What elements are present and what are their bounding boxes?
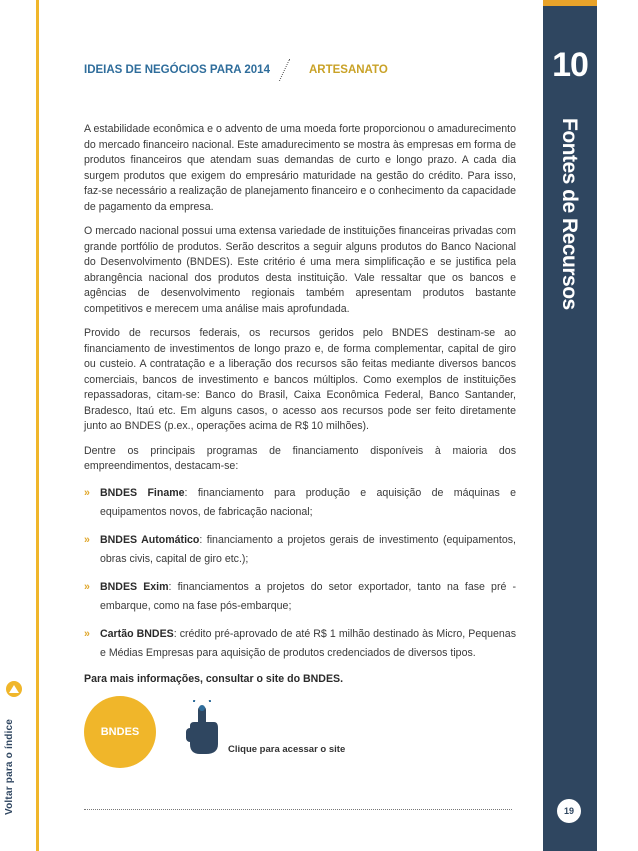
more-info-text: Para mais informações, consultar o site do BNDES. (84, 672, 344, 685)
bullet-marker: » (84, 580, 90, 593)
bullet-marker: » (84, 627, 90, 640)
list-item (84, 484, 516, 522)
paragraph-4: Dentre os principais programas de financiamento disponíveis à maioria dos empreendimentos, destacam-se: (84, 444, 516, 472)
click-hint: Clique para acessar o site (228, 744, 346, 755)
header-separator (279, 59, 302, 81)
guide-title: IDEIAS DE NEGÓCIOS PARA 2014 (84, 64, 270, 76)
paragraph-1: A estabilidade econômica e o advento de uma moeda forte proporcionou o amadurecimento do mercado financeiro nacional. Este amadurecimento se mostra às empresas em forma de produtos financeiros que atendam suas demandas de curto e longo prazo. A cada dia surgem produtos que exigem do empresário maturidade na gestão do crédito. Para isso, faz-se necessário a realização de planejamento financeiro e o conhecimento da capacidade de pagamento da empresa. (84, 123, 516, 213)
arrow-up-icon (9, 685, 19, 693)
left-divider-line (36, 0, 39, 851)
paragraph-2: O mercado nacional possui uma extensa variedade de instituições financeiras privadas com grande portfólio de produtos. Serão descritos a seguir alguns produtos do Banco Nacional do Desenvolvimento (BNDES). Este critério é uma mera simplificação e se justifica pela abrangência nacional dos produtos desta instituição. Vale ressaltar que os bancos e agências de desenvolvimento regionais também apresentam produtos bastante competitivos e merecem uma análise mais aprofundada. (84, 225, 516, 315)
pointing-hand-icon (184, 700, 220, 756)
list-item (84, 578, 516, 616)
program-description: : financiamento a projetos gerais de investimento (equipamentos, obras civis, capital de giro etc.); (100, 533, 516, 565)
footer-divider (84, 809, 512, 810)
bndes-link-button[interactable] (84, 696, 156, 768)
program-description: : financiamentos a projetos do setor exportador, tanto na fase pré -embarque, como na fase pós-embarque; (100, 580, 516, 612)
program-list (84, 484, 516, 663)
program-name: BNDES Finame (100, 486, 185, 499)
page-header (84, 60, 388, 80)
bullet-marker: » (84, 486, 90, 499)
paragraph-3: Provido de recursos federais, os recursos geridos pelo BNDES destinam-se ao financiamento de investimentos de longo prazo e, de forma complementar, capital de giro ou custeio. A contratação e a liberação dos recursos são feitas mediante diversos bancos comerciais, bancos de investimento e bancos múltiplos. Como exemplos de instituições repassadoras, citam-se: Banco do Brasil, Caixa Econômica Federal, Banco Santander, Bradesco, Itaú etc. Em alguns casos, o acesso aos recursos pode ser feito diretamente junto ao BNDES (p.ex., operações acima de R$ 10 milhões). (84, 327, 516, 432)
program-name: Cartão BNDES (100, 627, 174, 640)
program-name: BNDES Automático (100, 533, 200, 546)
section-title: ARTESANATO (308, 64, 388, 76)
chapter-number: 10 (552, 46, 588, 84)
back-to-index-link[interactable]: Voltar para o índice (4, 718, 15, 815)
main-content (84, 122, 516, 687)
program-description: : crédito pré-aprovado de até R$ 1 milhão destinado às Micro, Pequenas e Médias Empresas para aquisição de produtos credenciados de diversos tipos. (100, 627, 516, 659)
page-number: 19 (557, 799, 581, 823)
program-name: BNDES Exim (100, 580, 169, 593)
back-to-index-button[interactable] (6, 681, 22, 697)
list-item (84, 531, 516, 569)
chapter-title: Fontes de Recursos (558, 118, 581, 310)
bullet-marker: » (84, 533, 90, 546)
chapter-band-accent (543, 0, 597, 6)
list-item (84, 625, 516, 663)
program-description: : financiamento para produção e aquisição de máquinas e equipamentos novos, de fabricação nacional; (100, 486, 516, 518)
bndes-button-label: BNDES (100, 726, 140, 738)
